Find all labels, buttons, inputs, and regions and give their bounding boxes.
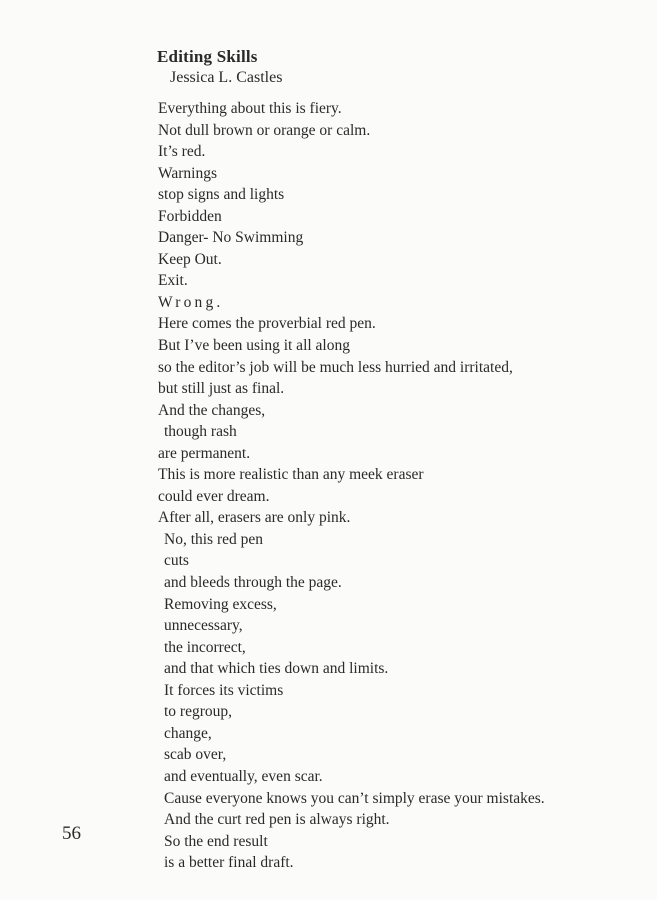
poem-body [158,98,545,874]
poem-line: Danger- No Swimming [158,229,304,247]
poem-line: stop signs and lights [158,186,285,204]
poem-line: Here comes the proverbial red pen. [158,315,376,333]
poem-line: It forces its victims [164,681,284,699]
poem-author: Jessica L. Castles [170,69,283,86]
poem-line: are permanent. [158,444,251,462]
poem-line: Not dull brown or orange or calm. [158,121,371,139]
poem-line: unnecessary, [164,617,243,635]
poem-line: Everything about this is fiery. [158,100,342,117]
poem-line: and bleeds through the page. [164,574,342,592]
poem-line: Exit. [158,272,188,290]
poem-line: But I’ve been using it all along [158,337,350,355]
poem-line: Warnings [158,164,218,182]
poem-line: And the changes, [158,401,266,419]
poem-line: Cause everyone knows you can’t simply erase your mistakes. [164,789,545,807]
poem-line: And the curt red pen is always right. [164,811,390,829]
poem-title: Editing Skills [157,47,258,66]
poem-line: After all, erasers are only pink. [158,509,351,527]
poem-line: is a better final draft. [164,854,294,872]
poem-line: to regroup, [164,703,233,721]
poem-line: This is more realistic than any meek eraser [158,466,424,484]
poem-line: and eventually, even scar. [164,767,323,785]
poem-line: the incorrect, [164,638,246,656]
poem-line: It’s red. [158,143,206,161]
poem-line: No, this red pen [164,530,264,548]
poem-line: Forbidden [158,207,222,225]
poem-line: Removing excess, [164,595,277,613]
poem-line: could ever dream. [158,487,270,505]
poem-line: though rash [164,423,237,441]
poem-line: Wrong. [158,293,224,311]
poem-line: Keep Out. [158,250,222,268]
poem-line: cuts [164,552,189,570]
poem-line: change, [164,724,212,742]
poem-line: so the editor’s job will be much less hurried and irritated, [158,358,513,376]
page-number: 56 [62,823,81,844]
poem-line: So the end result [164,832,268,850]
poem-line: but still just as final. [158,380,285,398]
poem-line: scab over, [164,746,227,764]
poem-line: and that which ties down and limits. [164,660,389,678]
